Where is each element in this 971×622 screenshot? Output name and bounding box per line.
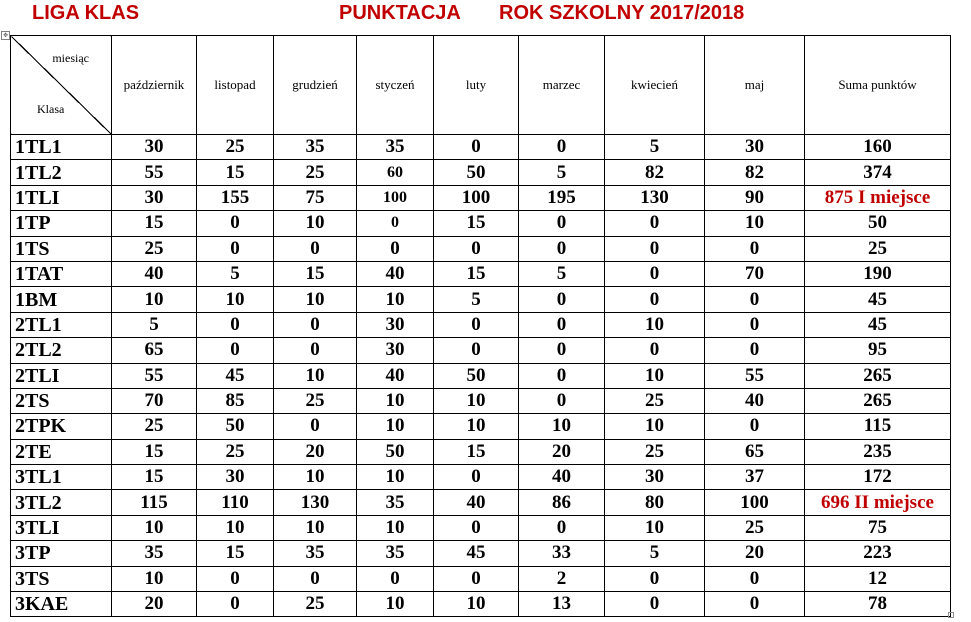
- table-row: [11, 541, 951, 566]
- points-cell[interactable]: 110: [197, 490, 274, 515]
- points-cell[interactable]: 10: [357, 414, 434, 439]
- points-cell[interactable]: 0: [434, 338, 519, 363]
- points-cell[interactable]: 15: [112, 439, 197, 464]
- points-cell[interactable]: 5: [434, 287, 519, 312]
- points-cell[interactable]: 0: [705, 566, 805, 591]
- class-name-cell[interactable]: 3TL2: [11, 490, 112, 515]
- points-cell[interactable]: 10: [112, 566, 197, 591]
- points-cell[interactable]: 40: [357, 261, 434, 286]
- points-cell[interactable]: 10: [605, 363, 705, 388]
- column-header: listopad: [197, 36, 274, 135]
- class-name-cell[interactable]: 3KAE: [11, 592, 112, 617]
- points-cell[interactable]: 5: [605, 541, 705, 566]
- points-cell[interactable]: 45: [434, 541, 519, 566]
- points-cell[interactable]: 100: [705, 490, 805, 515]
- points-cell[interactable]: 20: [112, 592, 197, 617]
- class-name-cell[interactable]: 2TS: [11, 388, 112, 413]
- points-cell[interactable]: 0: [357, 566, 434, 591]
- class-name-cell[interactable]: 3TLI: [11, 515, 112, 540]
- points-cell[interactable]: 15: [434, 261, 519, 286]
- points-cell[interactable]: 70: [112, 388, 197, 413]
- points-cell[interactable]: 0: [197, 592, 274, 617]
- sum-place-cell[interactable]: 875 I miejsce: [805, 185, 951, 210]
- points-cell[interactable]: 80: [605, 490, 705, 515]
- points-cell[interactable]: 15: [112, 211, 197, 236]
- points-cell[interactable]: 0: [519, 515, 605, 540]
- points-cell[interactable]: 0: [197, 211, 274, 236]
- points-cell[interactable]: 0: [519, 363, 605, 388]
- points-cell[interactable]: 10: [434, 414, 519, 439]
- points-cell[interactable]: 10: [197, 515, 274, 540]
- punktacja-heading: PUNKTACJA: [339, 2, 461, 24]
- points-cell[interactable]: 65: [705, 439, 805, 464]
- table-row: [11, 236, 951, 261]
- class-name-cell[interactable]: 2TL2: [11, 338, 112, 363]
- points-cell[interactable]: 155: [197, 185, 274, 210]
- class-name-cell[interactable]: 2TL1: [11, 312, 112, 337]
- points-cell[interactable]: 25: [274, 592, 357, 617]
- corner-cell: [11, 36, 112, 135]
- points-cell[interactable]: 35: [274, 541, 357, 566]
- points-cell[interactable]: 195: [519, 185, 605, 210]
- points-cell[interactable]: 5: [112, 312, 197, 337]
- class-name-cell[interactable]: 1TAT: [11, 261, 112, 286]
- points-cell[interactable]: 5: [197, 261, 274, 286]
- class-name-cell[interactable]: 3TS: [11, 566, 112, 591]
- points-cell[interactable]: 10: [605, 515, 705, 540]
- table-move-handle-icon[interactable]: ✥: [2, 32, 9, 39]
- points-cell[interactable]: 20: [705, 541, 805, 566]
- points-cell[interactable]: 33: [519, 541, 605, 566]
- points-cell[interactable]: 50: [434, 363, 519, 388]
- table-row: [11, 566, 951, 591]
- table-row: [11, 592, 951, 617]
- class-name-cell[interactable]: 2TE: [11, 439, 112, 464]
- school-year-heading: ROK SZKOLNY 2017/2018: [499, 2, 745, 24]
- column-header: kwiecień: [605, 36, 705, 135]
- points-cell[interactable]: 0: [434, 236, 519, 261]
- points-cell[interactable]: 0: [705, 414, 805, 439]
- points-cell[interactable]: 90: [705, 185, 805, 210]
- points-cell[interactable]: 0: [519, 312, 605, 337]
- column-header: styczeń: [357, 36, 434, 135]
- points-cell[interactable]: 45: [197, 363, 274, 388]
- points-cell[interactable]: 130: [605, 185, 705, 210]
- sum-cell[interactable]: 265: [805, 388, 951, 413]
- points-cell[interactable]: 0: [434, 465, 519, 490]
- points-table: [10, 35, 951, 617]
- points-cell[interactable]: 65: [112, 338, 197, 363]
- table-row: [11, 338, 951, 363]
- sum-cell[interactable]: 223: [805, 541, 951, 566]
- points-cell[interactable]: 15: [197, 541, 274, 566]
- points-cell[interactable]: 30: [112, 135, 197, 160]
- points-cell[interactable]: 0: [197, 236, 274, 261]
- points-cell[interactable]: 35: [112, 541, 197, 566]
- points-cell[interactable]: 30: [112, 185, 197, 210]
- table-row: [11, 414, 951, 439]
- points-cell[interactable]: 0: [519, 236, 605, 261]
- table-row: [11, 515, 951, 540]
- sum-cell[interactable]: 45: [805, 287, 951, 312]
- column-header: luty: [434, 36, 519, 135]
- points-cell[interactable]: 35: [357, 135, 434, 160]
- points-cell[interactable]: 35: [357, 541, 434, 566]
- points-cell[interactable]: 10: [605, 312, 705, 337]
- table-row: [11, 287, 951, 312]
- table-row: [11, 388, 951, 413]
- points-cell[interactable]: 0: [434, 515, 519, 540]
- points-cell[interactable]: 82: [605, 160, 705, 185]
- sum-cell[interactable]: 50: [805, 211, 951, 236]
- points-cell[interactable]: 130: [274, 490, 357, 515]
- corner-month-label: miesiąc: [52, 51, 89, 65]
- points-cell[interactable]: 0: [605, 566, 705, 591]
- points-cell[interactable]: 10: [519, 414, 605, 439]
- points-cell[interactable]: 0: [705, 236, 805, 261]
- table-row: [11, 211, 951, 236]
- points-cell[interactable]: 10: [274, 211, 357, 236]
- column-header: grudzień: [274, 36, 357, 135]
- points-cell[interactable]: 60: [357, 160, 434, 185]
- table-row: [11, 490, 951, 515]
- points-cell[interactable]: 0: [274, 236, 357, 261]
- points-cell[interactable]: 0: [705, 338, 805, 363]
- points-cell[interactable]: 10: [357, 592, 434, 617]
- points-cell[interactable]: 10: [434, 592, 519, 617]
- sum-place-cell[interactable]: 696 II miejsce: [805, 490, 951, 515]
- points-cell[interactable]: 0: [605, 211, 705, 236]
- points-cell[interactable]: 0: [434, 566, 519, 591]
- points-cell[interactable]: 40: [357, 363, 434, 388]
- points-cell[interactable]: 10: [357, 388, 434, 413]
- table-row: [11, 363, 951, 388]
- header-row: [11, 36, 951, 135]
- points-cell[interactable]: 10: [357, 515, 434, 540]
- class-name-cell[interactable]: 3TP: [11, 541, 112, 566]
- sum-column-header: Suma punktów: [805, 36, 951, 135]
- points-cell[interactable]: 100: [434, 185, 519, 210]
- points-cell[interactable]: 40: [112, 261, 197, 286]
- points-cell[interactable]: 0: [197, 338, 274, 363]
- sum-cell[interactable]: 190: [805, 261, 951, 286]
- points-cell[interactable]: 5: [519, 261, 605, 286]
- column-header: październik: [112, 36, 197, 135]
- points-cell[interactable]: 5: [519, 160, 605, 185]
- sum-cell[interactable]: 374: [805, 160, 951, 185]
- class-name-cell[interactable]: 1TLI: [11, 185, 112, 210]
- points-cell[interactable]: 10: [112, 287, 197, 312]
- points-cell[interactable]: 0: [357, 211, 434, 236]
- points-cell[interactable]: 25: [197, 135, 274, 160]
- points-cell[interactable]: 0: [605, 261, 705, 286]
- class-name-cell[interactable]: 3TL1: [11, 465, 112, 490]
- sum-cell[interactable]: 45: [805, 312, 951, 337]
- points-cell[interactable]: 0: [605, 592, 705, 617]
- points-cell[interactable]: 2: [519, 566, 605, 591]
- class-name-cell[interactable]: 1TL1: [11, 135, 112, 160]
- points-cell[interactable]: 15: [434, 211, 519, 236]
- points-cell[interactable]: 5: [605, 135, 705, 160]
- points-cell[interactable]: 10: [112, 515, 197, 540]
- sum-cell[interactable]: 12: [805, 566, 951, 591]
- points-cell[interactable]: 30: [357, 312, 434, 337]
- table-row: [11, 160, 951, 185]
- column-header: marzec: [519, 36, 605, 135]
- points-cell[interactable]: 0: [705, 592, 805, 617]
- points-cell[interactable]: 25: [197, 439, 274, 464]
- sum-cell[interactable]: 95: [805, 338, 951, 363]
- points-cell[interactable]: 40: [705, 388, 805, 413]
- points-cell[interactable]: 86: [519, 490, 605, 515]
- table-row: [11, 261, 951, 286]
- table-row: [11, 135, 951, 160]
- sum-cell[interactable]: 115: [805, 414, 951, 439]
- points-cell[interactable]: 40: [519, 465, 605, 490]
- points-cell[interactable]: 70: [705, 261, 805, 286]
- points-cell[interactable]: 30: [605, 465, 705, 490]
- table-row: [11, 465, 951, 490]
- corner-class-label: Klasa: [37, 102, 65, 116]
- points-cell[interactable]: 35: [274, 135, 357, 160]
- points-cell[interactable]: 20: [274, 439, 357, 464]
- points-cell[interactable]: 25: [112, 236, 197, 261]
- class-name-cell[interactable]: 1BM: [11, 287, 112, 312]
- points-cell[interactable]: 0: [357, 236, 434, 261]
- points-cell[interactable]: 25: [112, 414, 197, 439]
- points-cell[interactable]: 0: [519, 388, 605, 413]
- points-cell[interactable]: 55: [112, 160, 197, 185]
- points-cell[interactable]: 0: [197, 312, 274, 337]
- points-cell[interactable]: 35: [357, 490, 434, 515]
- class-name-cell[interactable]: 2TPK: [11, 414, 112, 439]
- points-cell[interactable]: 0: [605, 338, 705, 363]
- points-cell[interactable]: 75: [274, 185, 357, 210]
- points-cell[interactable]: 25: [605, 388, 705, 413]
- points-cell[interactable]: 30: [357, 338, 434, 363]
- points-cell[interactable]: 0: [519, 211, 605, 236]
- points-cell[interactable]: 15: [112, 465, 197, 490]
- points-cell[interactable]: 40: [434, 490, 519, 515]
- points-cell[interactable]: 82: [705, 160, 805, 185]
- points-cell[interactable]: 15: [434, 439, 519, 464]
- points-cell[interactable]: 10: [357, 465, 434, 490]
- points-cell[interactable]: 30: [197, 465, 274, 490]
- points-cell[interactable]: 10: [274, 465, 357, 490]
- points-cell[interactable]: 0: [434, 312, 519, 337]
- points-cell[interactable]: 55: [705, 363, 805, 388]
- points-cell[interactable]: 10: [705, 211, 805, 236]
- points-cell[interactable]: 37: [705, 465, 805, 490]
- points-cell[interactable]: 0: [274, 338, 357, 363]
- class-name-cell[interactable]: 1TL2: [11, 160, 112, 185]
- page-title: LIGA KLAS: [32, 2, 140, 24]
- points-cell[interactable]: 25: [705, 515, 805, 540]
- sum-cell[interactable]: 25: [805, 236, 951, 261]
- points-cell[interactable]: 50: [357, 439, 434, 464]
- points-cell[interactable]: 0: [519, 338, 605, 363]
- sum-cell[interactable]: 265: [805, 363, 951, 388]
- points-cell[interactable]: 25: [605, 439, 705, 464]
- points-cell[interactable]: 55: [112, 363, 197, 388]
- column-header: maj: [705, 36, 805, 135]
- sum-cell[interactable]: 78: [805, 592, 951, 617]
- class-name-cell[interactable]: 1TS: [11, 236, 112, 261]
- points-cell[interactable]: 0: [519, 287, 605, 312]
- points-cell[interactable]: 0: [605, 236, 705, 261]
- points-cell[interactable]: 0: [705, 312, 805, 337]
- points-cell[interactable]: 25: [274, 388, 357, 413]
- sum-cell[interactable]: 160: [805, 135, 951, 160]
- table-row: [11, 312, 951, 337]
- points-cell[interactable]: 100: [357, 185, 434, 210]
- table-row: [11, 185, 951, 210]
- points-cell[interactable]: 15: [274, 261, 357, 286]
- points-cell[interactable]: 10: [434, 388, 519, 413]
- points-cell[interactable]: 0: [434, 135, 519, 160]
- table-row: [11, 439, 951, 464]
- points-cell[interactable]: 10: [357, 287, 434, 312]
- points-cell[interactable]: 10: [274, 515, 357, 540]
- points-cell[interactable]: 10: [274, 287, 357, 312]
- points-cell[interactable]: 20: [519, 439, 605, 464]
- points-cell[interactable]: 85: [197, 388, 274, 413]
- points-cell[interactable]: 10: [274, 363, 357, 388]
- sum-cell[interactable]: 75: [805, 515, 951, 540]
- end-of-cell-mark: [948, 612, 954, 618]
- points-cell[interactable]: 0: [274, 312, 357, 337]
- points-cell[interactable]: 30: [705, 135, 805, 160]
- points-cell[interactable]: 0: [274, 414, 357, 439]
- points-cell[interactable]: 115: [112, 490, 197, 515]
- points-cell[interactable]: 0: [274, 566, 357, 591]
- points-cell[interactable]: 10: [197, 287, 274, 312]
- points-cell[interactable]: 0: [197, 566, 274, 591]
- points-cell[interactable]: 0: [605, 287, 705, 312]
- points-cell[interactable]: 10: [605, 414, 705, 439]
- points-cell[interactable]: 50: [197, 414, 274, 439]
- points-cell[interactable]: 13: [519, 592, 605, 617]
- points-cell[interactable]: 50: [434, 160, 519, 185]
- points-cell[interactable]: 15: [197, 160, 274, 185]
- class-name-cell[interactable]: 2TLI: [11, 363, 112, 388]
- sum-cell[interactable]: 235: [805, 439, 951, 464]
- points-cell[interactable]: 25: [274, 160, 357, 185]
- sum-cell[interactable]: 172: [805, 465, 951, 490]
- points-cell[interactable]: 0: [519, 135, 605, 160]
- class-name-cell[interactable]: 1TP: [11, 211, 112, 236]
- points-cell[interactable]: 0: [705, 287, 805, 312]
